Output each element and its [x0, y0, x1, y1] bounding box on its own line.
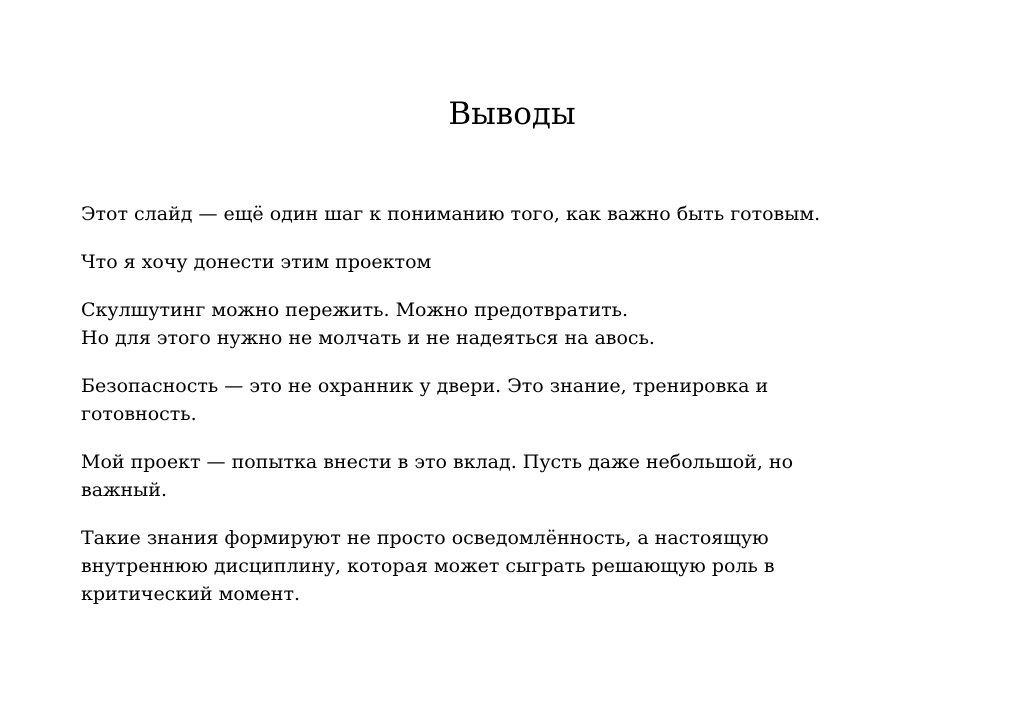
- paragraph: [81, 372, 941, 428]
- paragraph: [81, 248, 941, 276]
- paragraph-line: Мой проект — попытка внести в это вклад. Пусть даже небольшой, но: [81, 451, 794, 473]
- paragraph-line: Но для этого нужно не молчать и не надеяться на авось.: [81, 327, 655, 349]
- paragraph: [81, 296, 941, 352]
- paragraph-line: внутреннюю дисциплину, которая может сыграть решающую роль в: [81, 555, 775, 577]
- paragraph-line: важный.: [81, 479, 167, 501]
- paragraph-line: Этот слайд — ещё один шаг к пониманию того, как важно быть готовым.: [81, 203, 821, 225]
- paragraph-line: Такие знания формируют не просто осведомлённость, а настоящую: [81, 527, 769, 549]
- slide-body: [81, 200, 941, 628]
- paragraph-line: критический момент.: [81, 583, 301, 605]
- paragraph-line: Безопасность — это не охранник у двери. Это знание, тренировка и: [81, 375, 769, 397]
- paragraph-line: готовность.: [81, 403, 197, 425]
- paragraph: [81, 524, 941, 608]
- slide-title: Выводы: [448, 96, 576, 132]
- paragraph-line: Что я хочу донести этим проектом: [81, 251, 432, 273]
- paragraph: [81, 200, 941, 228]
- paragraph: [81, 448, 941, 504]
- paragraph-line: Скулшутинг можно пережить. Можно предотвратить.: [81, 299, 629, 321]
